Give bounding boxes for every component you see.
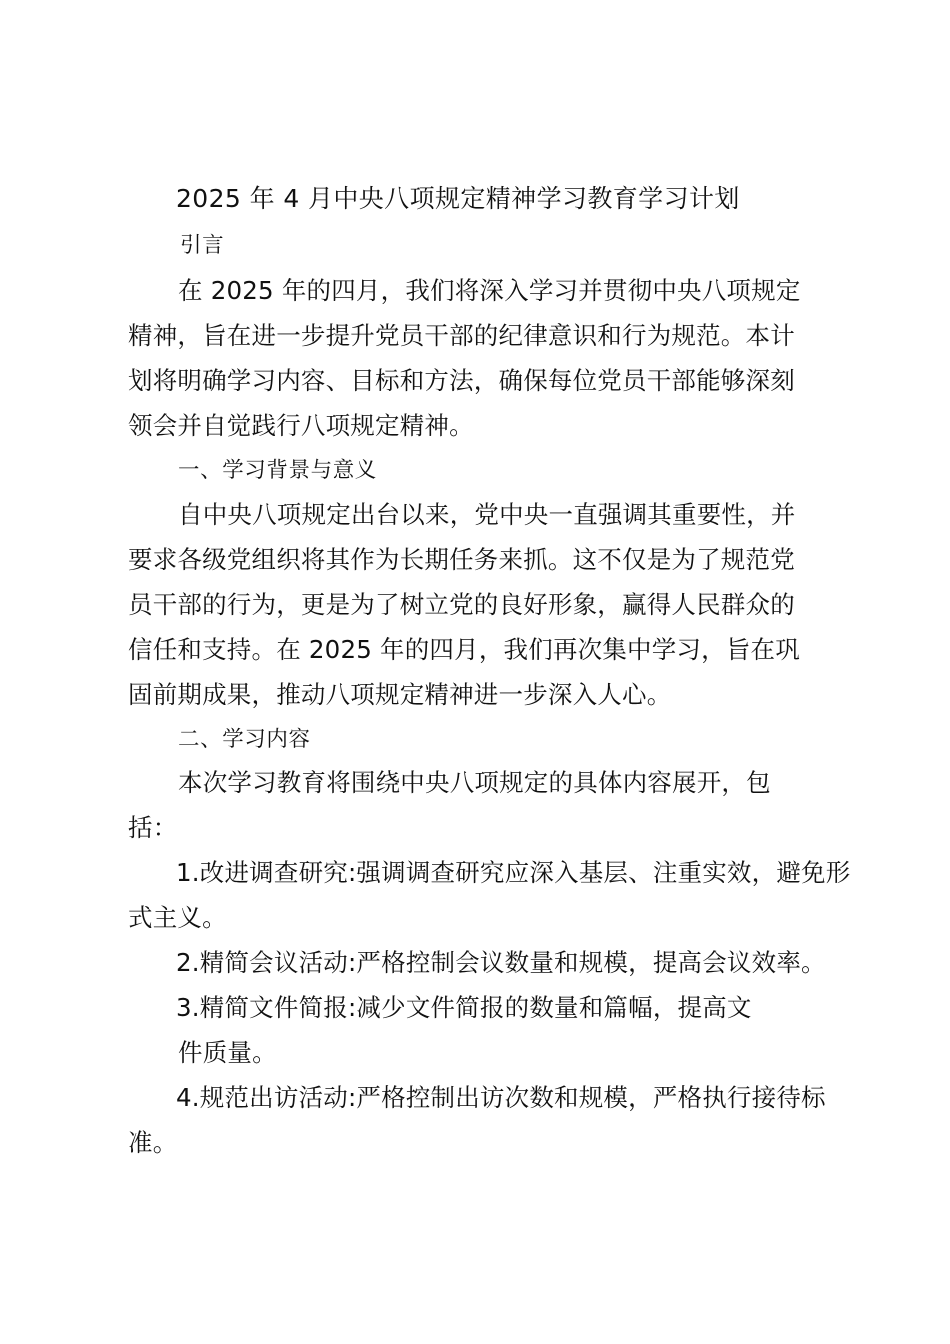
list-item-continuation: 式主义。 <box>128 903 227 932</box>
paragraph-line: 领会并自觉践行八项规定精神。 <box>128 411 474 440</box>
paragraph-line: 在 2025 年的四月，我们将深入学习并贯彻中央八项规定 <box>178 276 801 305</box>
list-item: 4.规范出访活动:严格控制出访次数和规模，严格执行接待标 <box>176 1083 826 1112</box>
section-heading: 二、学习内容 <box>178 727 311 752</box>
list-item: 2.精简会议活动:严格控制会议数量和规模，提高会议效率。 <box>176 948 826 977</box>
paragraph-line: 信任和支持。在 2025 年的四月，我们再次集中学习，旨在巩 <box>128 635 800 664</box>
paragraph-line: 精神，旨在进一步提升党员干部的纪律意识和行为规范。本计 <box>128 321 795 350</box>
list-item: 3.精简文件简报:减少文件简报的数量和篇幅，提高文 <box>176 993 752 1022</box>
paragraph-line: 括： <box>128 813 178 842</box>
section-heading: 一、学习背景与意义 <box>178 458 377 483</box>
paragraph-line: 固前期成果，推动八项规定精神进一步深入人心。 <box>128 680 672 709</box>
paragraph-line: 划将明确学习内容、目标和方法，确保每位党员干部能够深刻 <box>128 366 795 395</box>
list-item: 1.改进调查研究:强调调查研究应深入基层、注重实效，避免形 <box>176 858 851 887</box>
intro-heading: 引言 <box>180 233 225 258</box>
paragraph-line: 自中央八项规定出台以来，党中央一直强调其重要性，并 <box>178 500 796 529</box>
paragraph-line: 要求各级党组织将其作为长期任务来抓。这不仅是为了规范党 <box>128 545 795 574</box>
list-item-continuation: 准。 <box>128 1128 178 1157</box>
document-title: 2025 年 4 月中央八项规定精神学习教育学习计划 <box>176 184 740 213</box>
list-item-continuation: 件质量。 <box>178 1038 277 1067</box>
paragraph-line: 本次学习教育将围绕中央八项规定的具体内容展开，包 <box>178 768 771 797</box>
paragraph-line: 员干部的行为，更是为了树立党的良好形象，赢得人民群众的 <box>128 590 795 619</box>
